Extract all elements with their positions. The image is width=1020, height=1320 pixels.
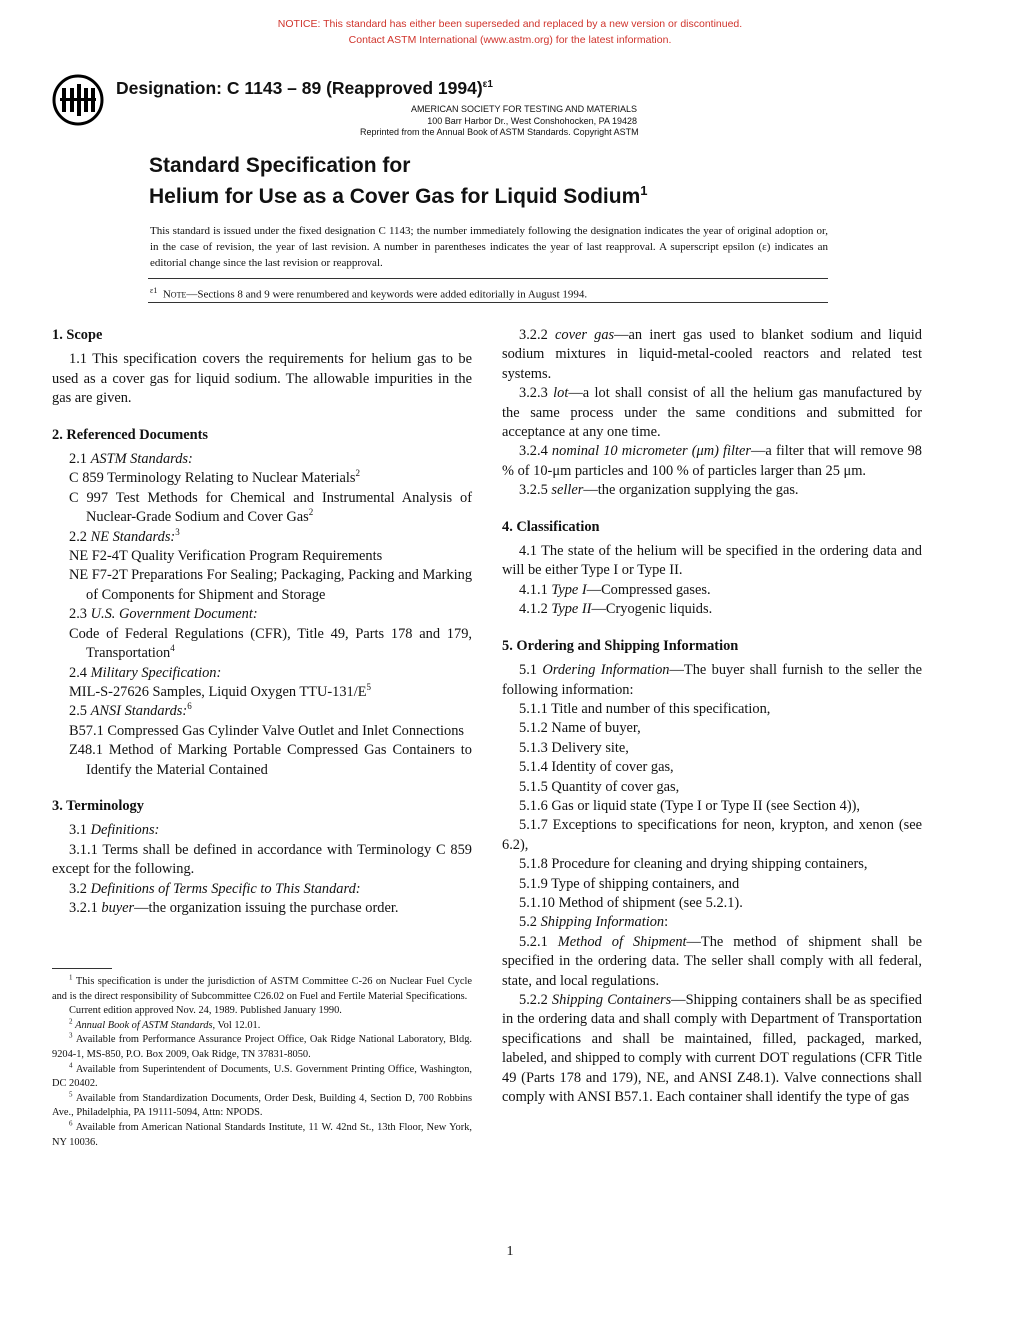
order-item: 5.1.10 Method of shipment (see 5.2.1). (519, 894, 743, 911)
footnote-5: $^5$ Available from Standardization Documents, Order Desk, Building 4, Section D, 700 Robbins Ave., Philadelphia, PA 19111-5094, Attn: NPODS. (52, 1090, 472, 1119)
right-column (502, 326, 922, 1107)
reference-ne-f7-2t: NE F7-2T Preparations For Sealing; Packaging, Packing and Marking of Components for Shipment and Storage (69, 567, 473, 603)
subsection-2-2: 2.2 NE Standards:$^3$ (69, 526, 180, 545)
paragraph-1-1: 1.1 This specification covers the requirements for helium gas to be used as a cover gas for liquid sodium. The allowable impurities in the gas are given. (52, 351, 472, 407)
subsection-5-2: 5.2 Shipping Information: (519, 914, 669, 931)
title-line-1: Standard Specification for (149, 154, 411, 177)
footnote-rule (52, 968, 112, 969)
document-title (149, 153, 648, 209)
publisher-address: 100 Barr Harbor Dr., West Conshohocken, PA 19428 (427, 115, 637, 126)
section-heading-classification: 4. Classification (502, 518, 600, 535)
note-epsilon: ε1 (150, 286, 158, 295)
reference-ne-f2-4t: NE F2-4T Quality Verification Program Requirements (69, 548, 383, 565)
subsection-2-1: 2.1 ASTM Standards: (69, 451, 193, 468)
footnotes (52, 975, 472, 1150)
subsection-3-1: 3.1 Definitions: (69, 822, 160, 839)
note-rule (148, 302, 828, 303)
supersession-notice (0, 16, 1020, 48)
footnote-3: $^3$ Available from Performance Assurance Project Office, Oak Ridge National Laboratory, Bldg. 9204-1, MS-850, P.O. Box 2009, Oak Ridge, TN 37831-8050. (52, 1031, 472, 1060)
section-heading-referenced-documents: 2. Referenced Documents (52, 426, 208, 443)
order-item: 5.1.3 Delivery site, (519, 739, 629, 756)
paragraph-3-1-1: 3.1.1 Terms shall be defined in accordance with Terminology C 859 except for the following. (52, 841, 472, 878)
order-item: 5.1.7 Exceptions to specifications for neon, krypton, and xenon (see 6.2), (502, 817, 922, 853)
classification-type-1: 4.1.1 Type I—Compressed gases. (519, 581, 711, 598)
preamble: This standard is issued under the fixed designation C 1143; the number immediately following the designation indicates the year of original adoption or, in the case of revision, the year of last revision. A number in parentheses indicates the year of last reapproval. A superscript epsilon (ε) indicates an editorial change since the last revision or reapproval. (150, 225, 828, 269)
footnote-2: $^2$ Annual Book of ASTM Standards, Vol 12.01. (69, 1017, 261, 1031)
designation (116, 78, 493, 99)
reference-cfr: Code of Federal Regulations (CFR), Title 49, Parts 178 and 179, Transportation$^4$ (69, 625, 472, 662)
order-item: 5.1.9 Type of shipping containers, and (519, 875, 740, 892)
astm-logo (52, 74, 104, 126)
editorial-note (150, 283, 587, 303)
order-item: 5.1.1 Title and number of this specification, (519, 700, 771, 717)
reference-mil: MIL-S-27626 Samples, Liquid Oxygen TTU-$131/E^5$ (69, 682, 372, 700)
classification-type-2: 4.1.2 Type II—Cryogenic liquids. (519, 601, 713, 618)
paragraph-5-2-2: 5.2.2 Shipping Containers—Shipping containers shall be as specified in the ordering data and shall comply with Department of Transportation specifications and shall be maintained, filled, packaged, marked, labeled, and shipped to comply with current DOT regulations (CFR Title 49 (Parts 178 and 179), NE, and ANSI Z48.1). Valve connections shall comply with ANSI B57.1. Each container shall identify the type of gas (502, 992, 922, 1106)
section-heading-scope: 1. Scope (52, 327, 103, 343)
definition-cover-gas: 3.2.2 cover gas—an inert gas used to blanket sodium and liquid sodium mixtures in liquid-metal-cooled reactors and related test systems. (502, 327, 922, 382)
subsection-2-5: 2.5 ANSI Standards:$^6$ (69, 701, 192, 720)
preamble-rule (148, 278, 828, 279)
subsection-2-3: 2.3 U.S. Government Document: (69, 606, 258, 623)
publisher-block (360, 104, 637, 139)
paragraph-5-2-1: 5.2.1 Method of Shipment—The method of shipment shall be specified in the ordering data. The seller shall comply with all federal, state, and local regulations. (502, 933, 923, 989)
definition-lot: 3.2.3 lot—a lot shall consist of all the helium gas manufactured by the same process under the same conditions and submitted for acceptance at any one time. (502, 385, 922, 441)
reference-b57-1: B57.1 Compressed Gas Cylinder Valve Outlet and Inlet Connections (69, 722, 465, 739)
reference-c997: C 997 Test Methods for Chemical and Instrumental Analysis of Nuclear-Grade Sodium and Cover Gas$^2$ (69, 489, 472, 526)
footnote-edition: Current edition approved Nov. 24, 1989. Published January 1990. (69, 1005, 342, 1017)
section-heading-ordering-shipping: 5. Ordering and Shipping Information (502, 637, 739, 654)
footnote-1: $^1$ This specification is under the jurisdiction of ASTM Committee C-26 on Nuclear Fuel Cycle and is the direct responsibility of Subcommittee C26.02 on Fuel and Fertile Material Specifications. (52, 973, 472, 1002)
title-footnote-mark: 1 (640, 183, 648, 198)
order-item: 5.1.5 Quantity of cover gas, (519, 778, 680, 795)
designation-epsilon: ε1 (482, 79, 493, 91)
designation-text: Designation: C 1143 – 89 (Reapproved 1994) (116, 78, 483, 98)
definition-filter: 3.2.4 nominal 10 micrometer (μm) filter—a filter that will remove 98 % of 10-μm particles and 100 % of particles larger than 25 μm. (502, 443, 922, 479)
page-number: 1 (506, 1244, 514, 1259)
notice-line-2: Contact ASTM International (www.astm.org) for the latest information. (348, 34, 672, 46)
paragraph-4-1: 4.1 The state of the helium will be specified in the ordering data and will be either Type I or Type II. (502, 543, 922, 579)
footnote-4: $^4$ Available from Superintendent of Documents, U.S. Government Printing Office, Washington, DC 20402. (52, 1061, 472, 1090)
order-item: 5.1.2 Name of buyer, (519, 720, 641, 737)
section-heading-terminology: 3. Terminology (52, 797, 144, 814)
definition-buyer: 3.2.1 buyer—the organization issuing the purchase order. (69, 899, 399, 916)
subsection-2-4: 2.4 Military Specification: (69, 664, 222, 681)
footnote-6: $^6$ Available from American National Standards Institute, 11 W. 42nd St., 13th Floor, New York, NY 10036. (52, 1119, 472, 1148)
subsection-3-2: 3.2 Definitions of Terms Specific to This Standard: (69, 880, 361, 897)
note-label: Note (162, 288, 187, 301)
reference-z48-1: Z48.1 Method of Marking Portable Compressed Gas Containers to Identify the Material Contained (69, 742, 472, 778)
title-line-2: Helium for Use as a Cover Gas for Liquid Sodium$^1$ (149, 183, 648, 208)
reference-c859: C 859 Terminology Relating to Nuclear Materials$^2$ (69, 468, 360, 487)
publisher-org: AMERICAN SOCIETY FOR TESTING AND MATERIALS (410, 104, 637, 114)
paragraph-5-1: 5.1 Ordering Information—The buyer shall furnish to the seller the following information: (502, 662, 923, 698)
order-item: 5.1.8 Procedure for cleaning and drying shipping containers, (519, 856, 868, 873)
order-item: 5.1.4 Identity of cover gas, (519, 759, 674, 776)
reprint-line: Reprinted from the Annual Book of ASTM Standards. Copyright ASTM (360, 127, 639, 137)
order-item: 5.1.6 Gas or liquid state (Type I or Type II (see Section 4)), (519, 797, 861, 814)
notice-line-1: NOTICE: This standard has either been superseded and replaced by a new version or discontinued. (277, 18, 743, 30)
definition-seller: 3.2.5 seller—the organization supplying the gas. (519, 482, 799, 499)
note-text: —Sections 8 and 9 were renumbered and keywords were added editorially in August 1994. (186, 288, 588, 301)
left-column (52, 326, 472, 918)
